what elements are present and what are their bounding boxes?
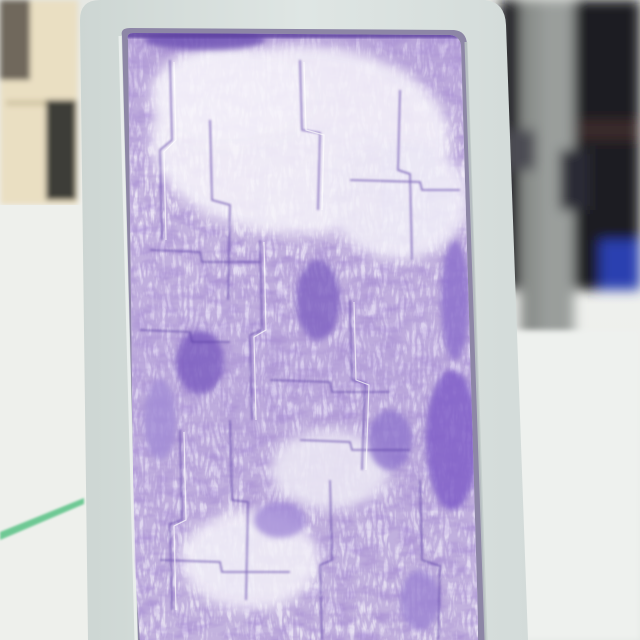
stained-well [120,28,490,640]
table-surface [0,205,90,640]
background-instrument [0,0,78,205]
